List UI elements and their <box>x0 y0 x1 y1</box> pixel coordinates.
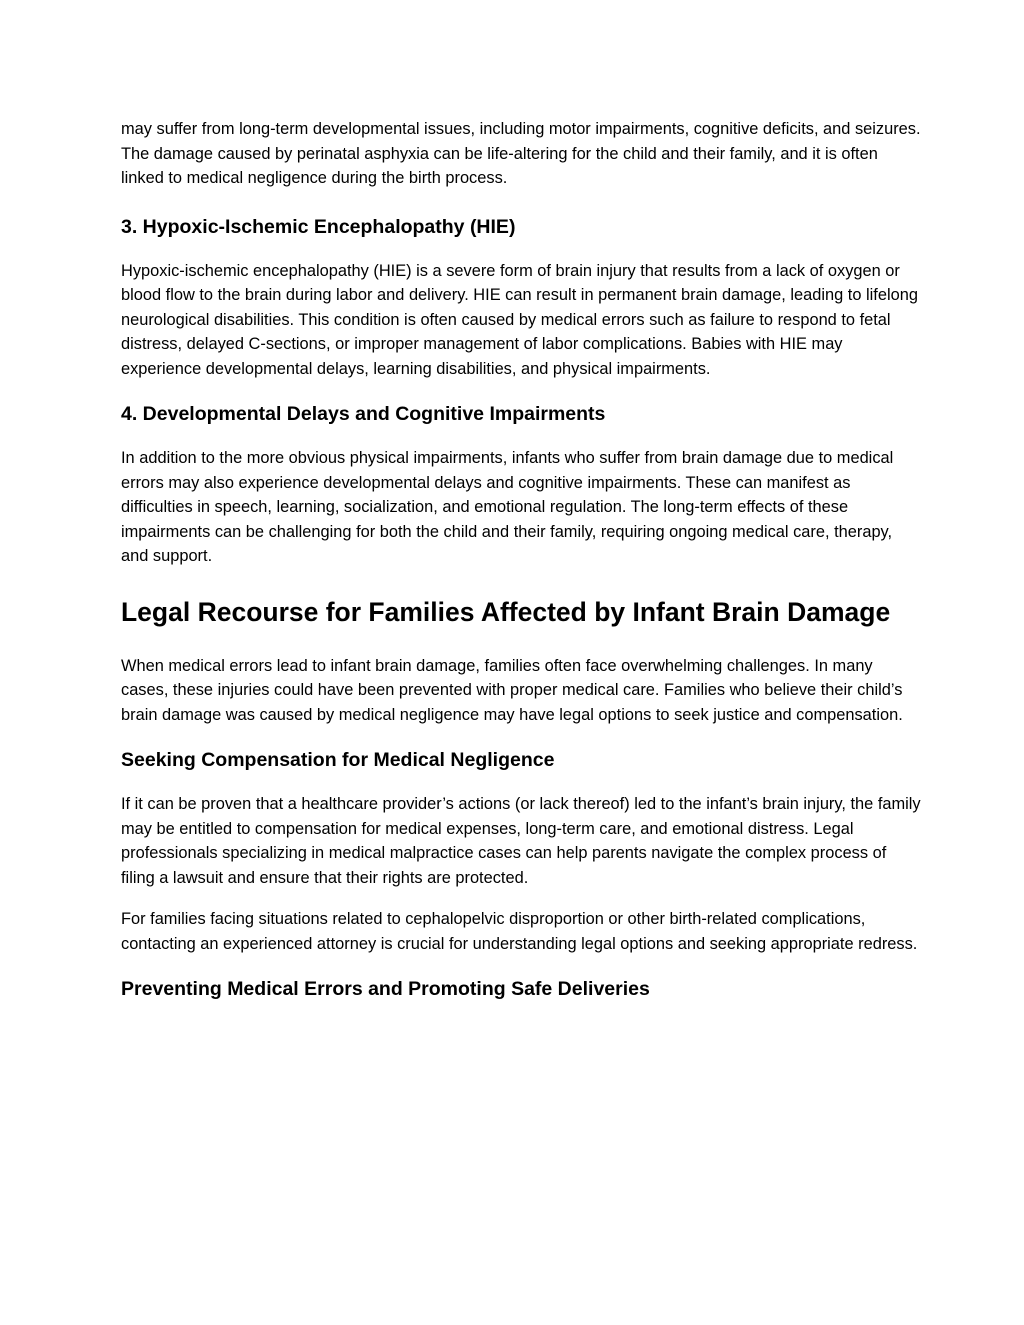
hie-paragraph: Hypoxic-ischemic encephalopathy (HIE) is a severe form of brain injury that results from a lack of oxygen or blood flow to the brain during labor and delivery. HIE can result in permanent brain damage, leading to lifelong neurological disabilities. This condition is often caused by medical errors such as failure to respond to fetal distress, delayed C-sections, or improper management of labor complications. Babies with HIE may experience developmental delays, learning disabilities, and physical impairments. <box>121 261 918 378</box>
compensation-paragraph-2: For families facing situations related to cephalopelvic disproportion or other birth-related complications, contacting an experienced attorney is crucial for understanding legal options and seeking appropriate redress. <box>121 910 918 953</box>
legal-recourse-heading: Legal Recourse for Families Affected by Infant Brain Damage <box>121 596 891 627</box>
prevention-heading: Preventing Medical Errors and Promoting Safe Deliveries <box>121 978 650 1000</box>
intro-paragraph: may suffer from long-term developmental issues, including motor impairments, cognitive deficits, and seizures. The damage caused by perinatal asphyxia can be life-altering for the child and their family, and it is often linked to medical negligence during the birth process. <box>121 120 921 187</box>
hie-heading: 3. Hypoxic-Ischemic Encephalopathy (HIE) <box>121 215 516 238</box>
developmental-delays-paragraph: In addition to the more obvious physical impairments, infants who suffer from brain damage due to medical errors may also experience developmental delays and cognitive impairments. These can manifest as difficulties in speech, learning, socialization, and emotional regulation. The long-term effects of these impairments can be challenging for both the child and their family, requiring ongoing medical care, therapy, and support. <box>121 449 894 565</box>
document-page <box>121 117 921 1002</box>
compensation-paragraph-1: If it can be proven that a healthcare provider’s actions (or lack thereof) led to the infant’s brain injury, the family may be entitled to compensation for medical expenses, long-term care, and emotional distress. Legal professionals specializing in medical malpractice cases can help parents navigate the complex process of filing a lawsuit and ensure that their rights are protected. <box>121 795 921 887</box>
legal-recourse-paragraph: When medical errors lead to infant brain damage, families often face overwhelming challenges. In many cases, these injuries could have been prevented with proper medical care. Families who believe their child’s brain damage was caused by medical negligence may have legal options to seek justice and compensation. <box>121 656 903 724</box>
compensation-heading: Seeking Compensation for Medical Negligence <box>121 749 555 771</box>
developmental-delays-heading: 4. Developmental Delays and Cognitive Impairments <box>121 403 606 425</box>
